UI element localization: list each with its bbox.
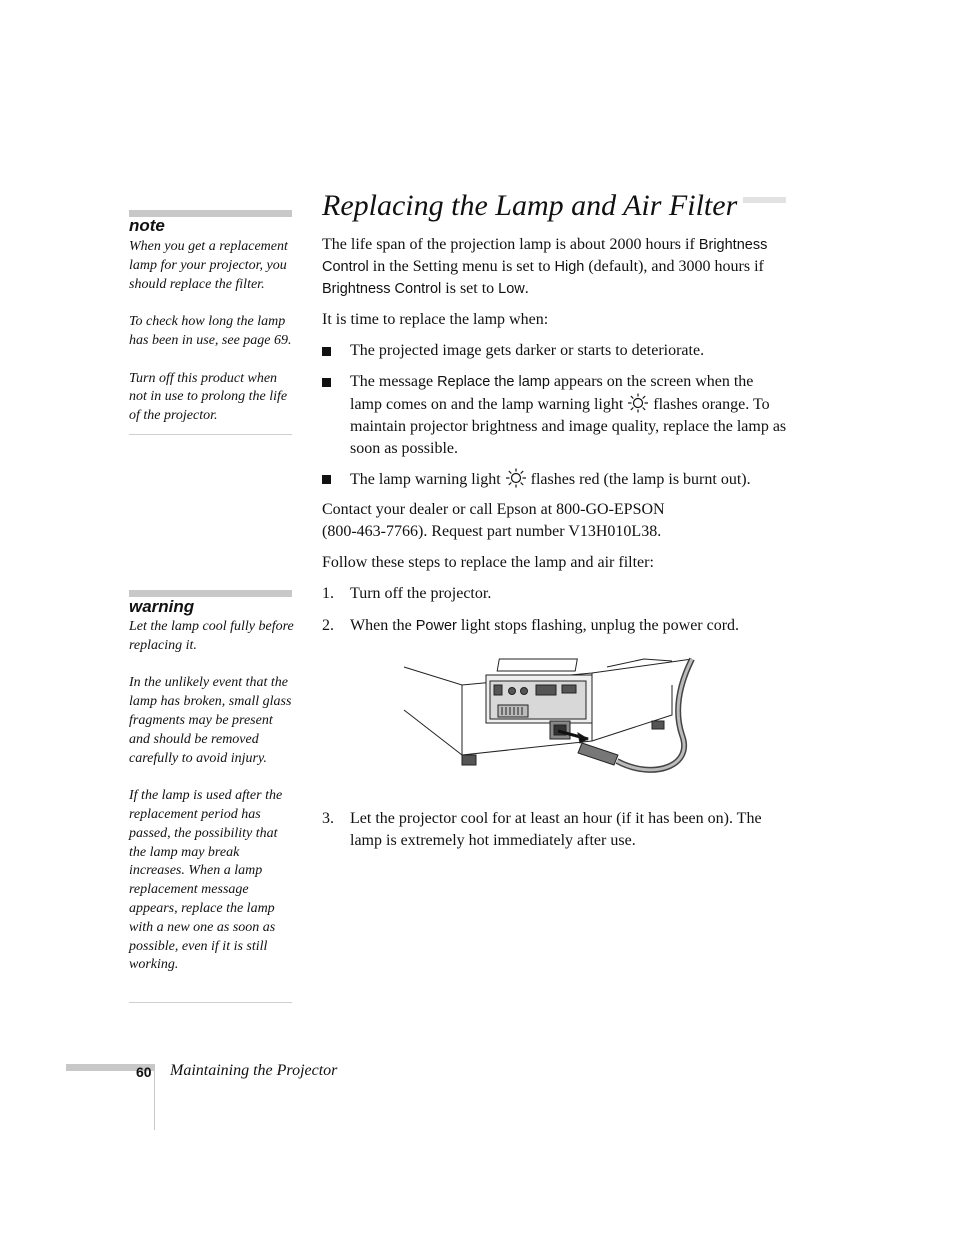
bullet-item — [350, 371, 788, 460]
note-heading: note — [129, 216, 165, 235]
when-text: It is time to replace the lamp when: — [322, 311, 549, 328]
indicator-term: Power — [415, 618, 457, 634]
bullet-item — [350, 468, 788, 491]
page-title: Replacing the Lamp and Air Filter — [322, 186, 743, 226]
note-paragraph: Turn off this product when not in use to prolong the life of the projector. — [129, 370, 288, 424]
menu-term: Brightness Control — [322, 237, 768, 275]
note-divider — [129, 434, 292, 435]
warning-paragraph: Let the lamp cool fully before replacing it. — [129, 619, 294, 653]
bullet-text: The message — [350, 373, 438, 390]
menu-term: High — [554, 259, 585, 275]
note-paragraph: To check how long the lamp has been in use, see page 69. — [129, 314, 292, 348]
step-text: Turn off the projector. — [350, 585, 492, 602]
contact-paragraph: Contact your dealer or call Epson at 800-GO-EPSON (800-463-7766). Request part number V13H010L38. — [322, 501, 665, 540]
menu-term: Brightness Control — [322, 281, 442, 297]
intro-text: is set to — [441, 280, 499, 297]
warning-text — [129, 618, 294, 975]
step-text: Let the projector cool for at least an hour (if it has been on). The lamp is extremely hot immediately after use. — [350, 810, 762, 849]
warning-heading: warning — [129, 597, 195, 616]
footer-divider — [154, 1064, 155, 1130]
message-term: Replace the lamp — [437, 374, 550, 390]
bullet-square — [322, 340, 331, 363]
bullet-square — [322, 371, 331, 394]
bullet-text: flashes red (the lamp is burnt out). — [526, 471, 751, 488]
intro-paragraph — [322, 234, 788, 300]
warning-heading-bar — [129, 590, 292, 597]
step-text-part: When the — [350, 617, 416, 634]
step-text-part: light stops flashing, unplug the power cord. — [456, 617, 740, 634]
projector-unplug-illustration — [402, 655, 698, 777]
note-paragraph: When you get a replacement lamp for your projector, you should replace the filter. — [129, 239, 288, 292]
bullet-text: The lamp warning light — [350, 471, 505, 488]
bullet-text: flashes orange. To maintain projector brightness and image quality, replace the lamp as soon as possible. — [350, 396, 787, 457]
bullet-item: The projected image gets darker or starts to deteriorate. — [350, 342, 705, 359]
intro-text: in the Setting menu is set to — [368, 258, 555, 275]
bullet-square — [322, 468, 331, 491]
footer-section-title: Maintaining the Projector — [170, 1062, 338, 1079]
intro-text: . — [524, 280, 529, 297]
lamp-warning-icon — [627, 393, 649, 413]
step-number: 1. — [322, 585, 334, 602]
step-number: 3. — [322, 810, 334, 827]
follow-text: Follow these steps to replace the lamp and air filter: — [322, 554, 654, 571]
menu-term: Low — [498, 281, 525, 297]
note-text — [129, 238, 294, 426]
intro-text: The life span of the projection lamp is about 2000 hours if — [322, 236, 695, 253]
warning-divider — [129, 1002, 292, 1003]
lamp-warning-icon — [505, 468, 527, 488]
step-text — [350, 615, 788, 637]
step-number: 2. — [322, 617, 334, 634]
warning-paragraph: In the unlikely event that the lamp has broken, small glass fragments may be present and should be removed carefully to avoid injury. — [129, 675, 292, 766]
intro-text: (default), and 3000 hours if — [584, 258, 764, 275]
page-number: 60 — [136, 1064, 152, 1080]
bullet-text: appears on the screen when the lamp comes on and the lamp warning light — [350, 373, 754, 413]
warning-paragraph: If the lamp is used after the replacement period has passed, the possibility that the lamp may break increases. When a lamp replacement message appears, replace the lamp with a new one as soon as possible, even if it is still working. — [129, 788, 283, 973]
